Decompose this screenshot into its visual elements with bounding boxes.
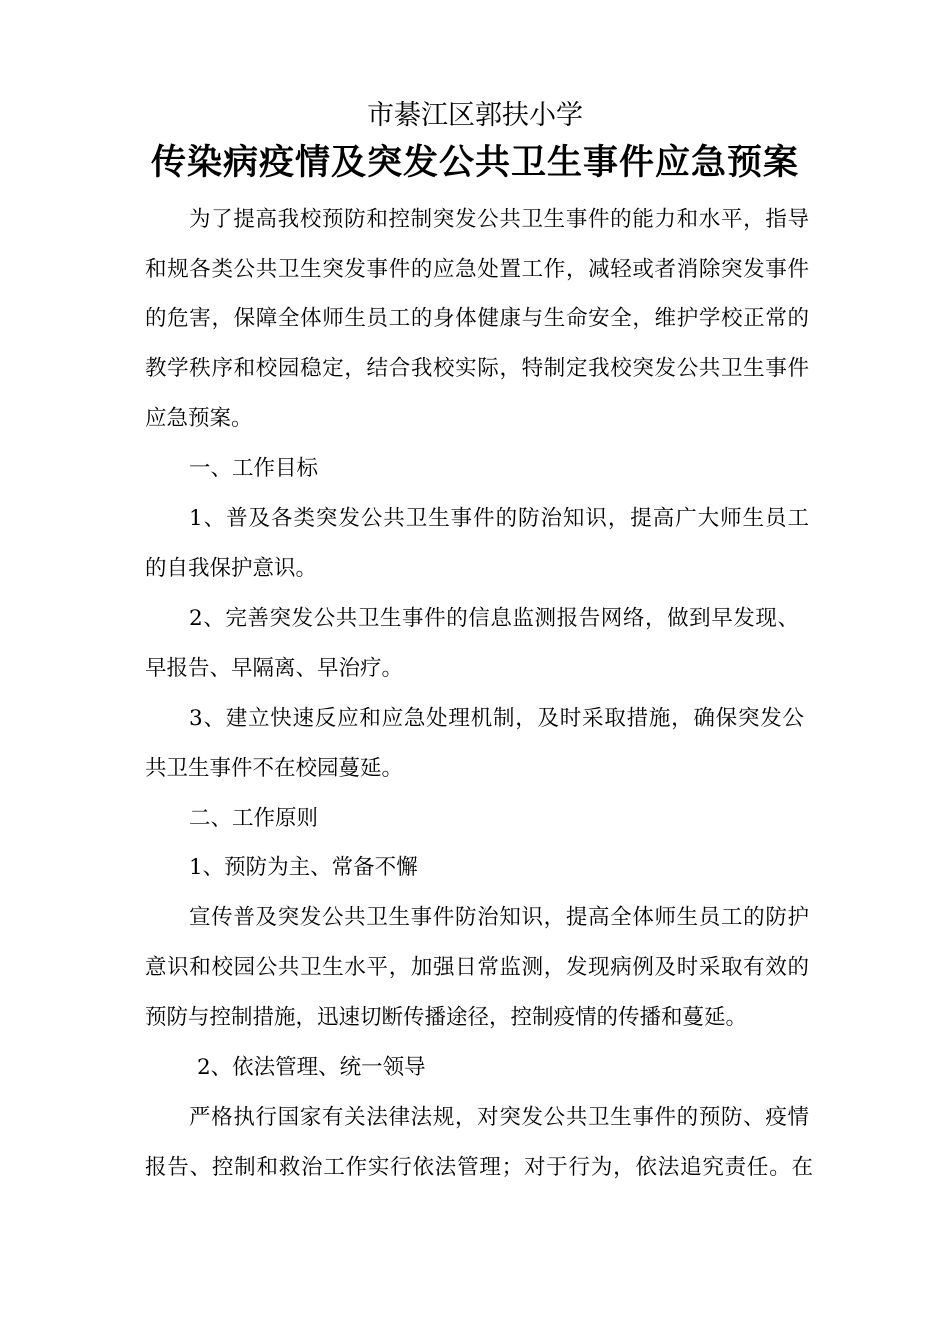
paragraph-line: 意识和校园公共卫生水平，加强日常监测，发现病例及时采取有效的 [145, 955, 809, 980]
paragraph-line: 2、完善突发公共卫生事件的信息监测报告网络，做到早发现、 [189, 606, 799, 631]
paragraph-line: 宣传普及突发公共卫生事件防治知识，提高全体师生员工的防护 [189, 905, 809, 930]
school-name: 市綦江区郭扶小学 [367, 100, 583, 131]
paragraph-line: 教学秩序和校园稳定，结合我校实际，特制定我校突发公共卫生事件 [145, 356, 809, 381]
paragraph-line: 严格执行国家有关法律法规，对突发公共卫生事件的预防、疫情 [189, 1105, 809, 1130]
subsection-heading: 2、依法管理、统一领导 [197, 1055, 426, 1080]
paragraph-line: 应急预案。 [145, 406, 253, 431]
paragraph-line: 1、普及各类突发公共卫生事件的防治知识，提高广大师生员工 [189, 506, 809, 531]
paragraph-line: 的自我保护意识。 [145, 556, 318, 581]
subsection-heading: 1、预防为主、常备不懈 [189, 855, 418, 880]
paragraph-line: 的危害，保障全体师生员工的身体健康与生命安全，维护学校正常的 [145, 306, 809, 331]
paragraph-line: 早报告、早隔离、早治疗。 [145, 656, 404, 681]
paragraph-line: 预防与控制措施，迅速切断传播途径，控制疫情的传播和蔓延。 [145, 1005, 748, 1030]
document-title: 传染病疫情及突发公共卫生事件应急预案 [150, 142, 799, 183]
paragraph-line: 为了提高我校预防和控制突发公共卫生事件的能力和水平，指导 [189, 207, 809, 232]
paragraph-line: 和规各类公共卫生突发事件的应急处置工作，减轻或者消除突发事件 [145, 257, 809, 282]
section-heading: 二、工作原则 [189, 806, 319, 831]
paragraph-line: 共卫生事件不在校园蔓延。 [145, 756, 404, 781]
paragraph-line: 报告、控制和救治工作实行依法管理；对于行为，依法追究责任。在 [145, 1155, 813, 1180]
paragraph-line: 3、建立快速反应和应急处理机制，及时采取措施，确保突发公 [189, 706, 804, 731]
section-heading: 一、工作目标 [189, 456, 319, 481]
